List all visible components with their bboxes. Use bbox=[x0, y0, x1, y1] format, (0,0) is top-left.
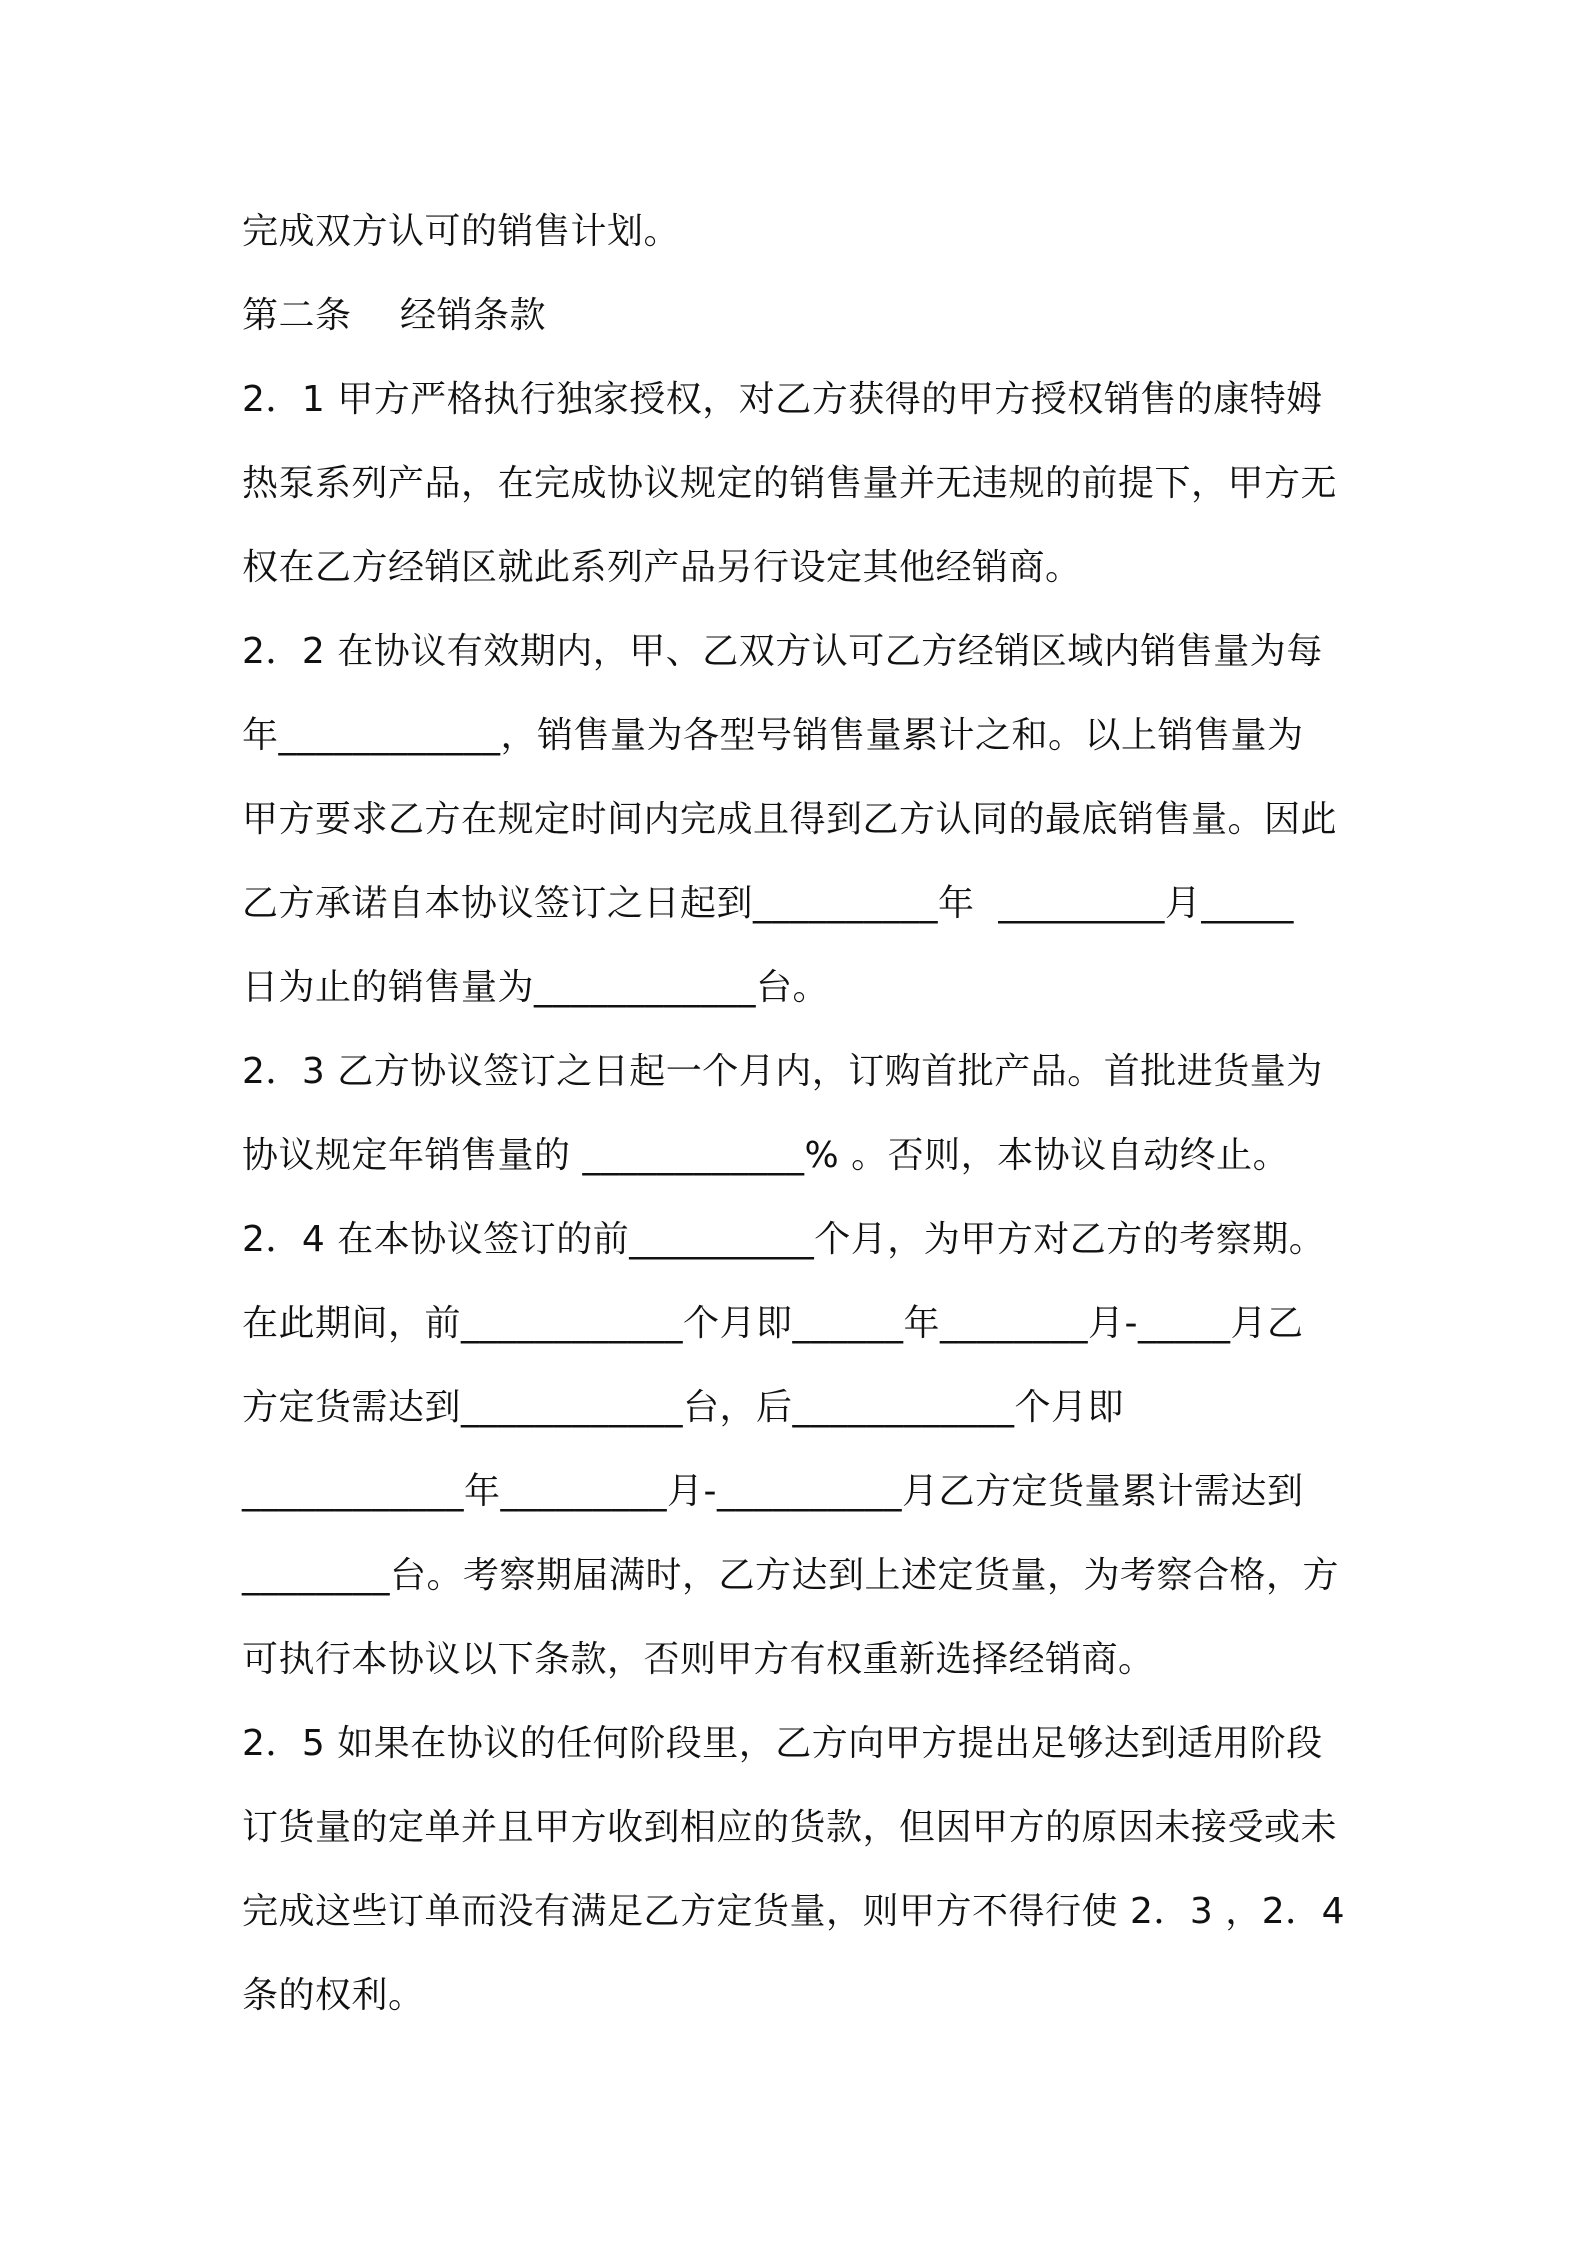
text-line: 年____________，销售量为各型号销售量累计之和。以上销售量为 bbox=[242, 715, 1304, 756]
text-line: 热泵系列产品，在完成协议规定的销售量并无违规的前提下，甲方无 bbox=[242, 463, 1338, 504]
text-line: 2．4 在本协议签订的前__________个月，为甲方对乙方的考察期。 bbox=[242, 1219, 1326, 1260]
text-line: 日为止的销售量为____________台。 bbox=[242, 967, 830, 1008]
text-line: 2．5 如果在协议的任何阶段里，乙方向甲方提出足够达到适用阶段 bbox=[242, 1723, 1323, 1764]
text-line: 方定货需达到____________台，后____________个月即 bbox=[242, 1387, 1125, 1428]
text-line: 2．3 乙方协议签订之日起一个月内，订购首批产品。首批进货量为 bbox=[242, 1051, 1323, 1092]
text-line: 2．1 甲方严格执行独家授权，对乙方获得的甲方授权销售的康特姆 bbox=[242, 379, 1323, 420]
text-line: 协议规定年销售量的 ____________% 。否则，本协议自动终止。 bbox=[242, 1135, 1290, 1176]
text-line: 条的权利。 bbox=[242, 1975, 425, 2016]
text-line: 乙方承诺自本协议签订之日起到__________年 _________月_____ bbox=[242, 883, 1294, 924]
text-line: 订货量的定单并且甲方收到相应的货款，但因甲方的原因未接受或未 bbox=[242, 1807, 1338, 1848]
text-line: 可执行本协议以下条款，否则甲方有权重新选择经销商。 bbox=[242, 1639, 1155, 1680]
text-line: 2．2 在协议有效期内，甲、乙双方认可乙方经销区域内销售量为每 bbox=[242, 631, 1323, 672]
article-heading: 第二条 经销条款 bbox=[242, 295, 546, 336]
text-line: 完成双方认可的销售计划。 bbox=[242, 211, 681, 252]
text-line: 甲方要求乙方在规定时间内完成且得到乙方认同的最底销售量。因此 bbox=[242, 799, 1338, 840]
text-line: 权在乙方经销区就此系列产品另行设定其他经销商。 bbox=[242, 547, 1082, 588]
text-line: 在此期间，前____________个月即______年________月-_____月乙 bbox=[242, 1303, 1304, 1344]
text-line: ________台。考察期届满时，乙方达到上述定货量，为考察合格，方 bbox=[242, 1555, 1340, 1596]
text-line: ____________年_________月-__________月乙方定货量累计需达到 bbox=[242, 1471, 1304, 1512]
text-line: 完成这些订单而没有满足乙方定货量，则甲方不得行使 2．3 ，2．4 bbox=[242, 1891, 1346, 1932]
